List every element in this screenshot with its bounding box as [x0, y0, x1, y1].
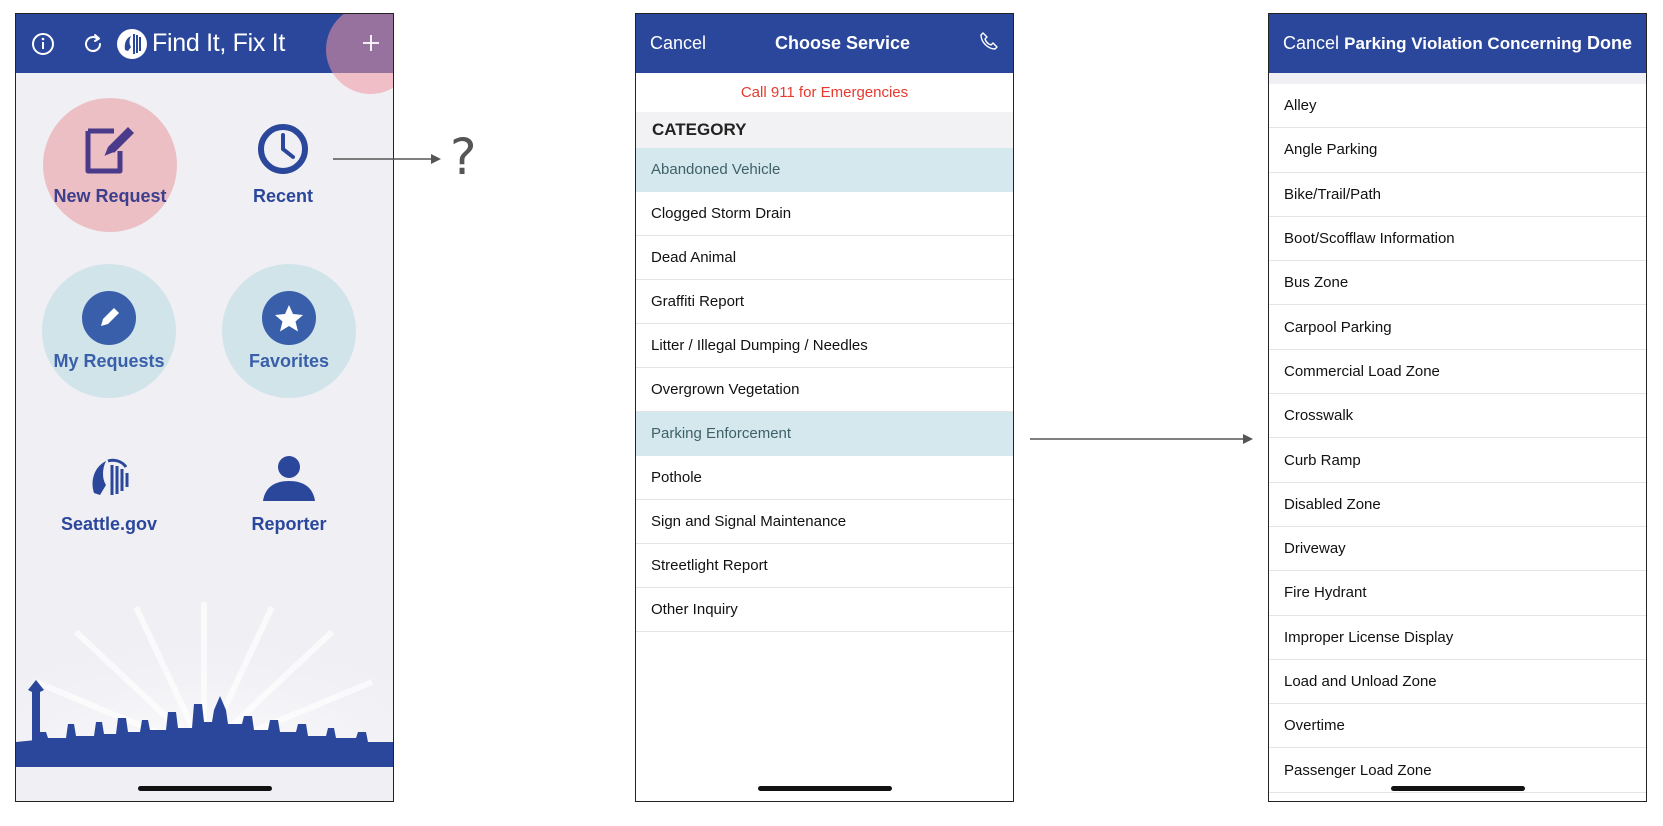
- skyline-illustration: [16, 592, 393, 767]
- list-item[interactable]: Litter / Illegal Dumping / Needles: [636, 324, 1013, 368]
- tile-label: New Request: [53, 186, 167, 206]
- list-item[interactable]: Bus Zone: [1269, 261, 1646, 305]
- reporter-button[interactable]: [222, 427, 356, 561]
- list-item[interactable]: Driveway: [1269, 527, 1646, 571]
- list-item[interactable]: Overgrown Vegetation: [636, 368, 1013, 412]
- favorites-button[interactable]: [222, 264, 356, 398]
- list-item[interactable]: Disabled Zone: [1269, 483, 1646, 527]
- list-item[interactable]: Streetlight Report: [636, 544, 1013, 588]
- choose-service-nav-bar: [636, 14, 1013, 73]
- phone-icon[interactable]: [979, 31, 999, 56]
- list-item[interactable]: Clogged Storm Drain: [636, 192, 1013, 236]
- list-item[interactable]: Graffiti Report: [636, 280, 1013, 324]
- tile-label: Recent: [252, 186, 314, 206]
- recent-button[interactable]: [216, 98, 350, 232]
- home-indicator: [1391, 786, 1525, 791]
- tile-label: Seattle.gov: [60, 514, 158, 534]
- list-item[interactable]: Angle Parking: [1269, 128, 1646, 172]
- edit-icon: [82, 123, 138, 180]
- app-title: Find It, Fix It: [152, 29, 286, 57]
- violation-list: [1269, 84, 1646, 793]
- page-title: Parking Violation Concerning: [1344, 33, 1582, 53]
- list-item[interactable]: Curb Ramp: [1269, 438, 1646, 482]
- refresh-icon[interactable]: [80, 31, 106, 57]
- list-item[interactable]: Passenger Load Zone: [1269, 748, 1646, 792]
- plus-icon[interactable]: [356, 28, 386, 58]
- person-icon: [261, 453, 317, 508]
- list-item[interactable]: Bike/Trail/Path: [1269, 173, 1646, 217]
- seattle-logo-icon: [84, 453, 134, 508]
- list-item[interactable]: Dead Animal: [636, 236, 1013, 280]
- choose-service-screen: [635, 13, 1014, 802]
- clock-icon: [257, 123, 309, 180]
- list-item[interactable]: Carpool Parking: [1269, 305, 1646, 349]
- list-item[interactable]: Crosswalk: [1269, 394, 1646, 438]
- seattle-gov-button[interactable]: [42, 427, 176, 561]
- category-header: CATEGORY: [636, 112, 1013, 148]
- list-item[interactable]: Alley: [1269, 84, 1646, 128]
- tile-label: Favorites: [248, 350, 330, 371]
- info-icon[interactable]: [30, 31, 56, 57]
- list-item[interactable]: Boot/Scofflaw Information: [1269, 217, 1646, 261]
- my-requests-button[interactable]: [42, 264, 176, 398]
- emergency-notice: Call 911 for Emergencies: [740, 84, 909, 101]
- list-item[interactable]: Pothole: [636, 456, 1013, 500]
- cancel-button[interactable]: Cancel: [1283, 33, 1340, 53]
- home-indicator: [758, 786, 892, 791]
- page-title: Choose Service: [774, 33, 911, 53]
- nav-subbar: [1269, 73, 1646, 84]
- list-item[interactable]: Parking Enforcement: [636, 412, 1013, 456]
- pencil-icon: [82, 291, 136, 345]
- list-item[interactable]: Sign and Signal Maintenance: [636, 500, 1013, 544]
- new-request-button[interactable]: [43, 98, 177, 232]
- flow-arrow-parking: [1030, 432, 1255, 446]
- seattle-logo-icon: [116, 28, 148, 60]
- list-item[interactable]: Other Inquiry: [636, 588, 1013, 632]
- home-nav-bar: [16, 14, 393, 73]
- home-indicator: [138, 786, 272, 791]
- flow-arrow-unknown: [333, 152, 443, 166]
- service-list: [636, 148, 1013, 632]
- parking-violation-screen: [1268, 13, 1647, 802]
- list-item[interactable]: Overtime: [1269, 704, 1646, 748]
- cancel-button[interactable]: Cancel: [650, 33, 707, 53]
- list-item[interactable]: Commercial Load Zone: [1269, 350, 1646, 394]
- list-item[interactable]: Improper License Display: [1269, 616, 1646, 660]
- home-screen: [15, 13, 394, 802]
- question-mark: ?: [450, 128, 477, 186]
- done-button[interactable]: Done: [1587, 33, 1632, 53]
- list-item[interactable]: Abandoned Vehicle: [636, 148, 1013, 192]
- star-icon: [262, 291, 316, 345]
- tile-label: My Requests: [53, 350, 165, 371]
- parking-violation-nav-bar: [1269, 14, 1646, 73]
- list-item[interactable]: Load and Unload Zone: [1269, 660, 1646, 704]
- tile-label: Reporter: [251, 514, 327, 534]
- list-item[interactable]: Fire Hydrant: [1269, 571, 1646, 615]
